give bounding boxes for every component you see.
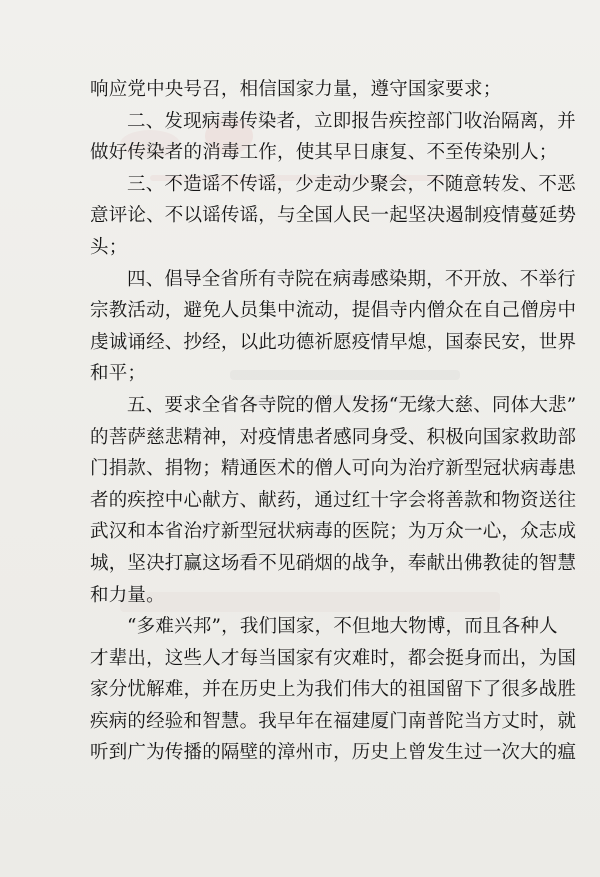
- text-line: 城，坚决打赢这场看不见硝烟的战争，奉献出佛教徒的智慧: [90, 552, 577, 574]
- paragraph-line: 五、要求全省各寺院的僧人发扬“无缘大慈、同体大悲”: [127, 394, 577, 416]
- paragraph-line: 三、不造谣不传谣，少走动少聚会，不随意转发、不恶: [127, 173, 576, 195]
- text-line: 虔诚诵经、抄经，以此功德祈愿疫情早熄，国泰民安，世界: [90, 331, 577, 353]
- text-line: 疾病的经验和智慧。我早年在福建厦门南普陀当方丈时，就: [90, 710, 577, 732]
- paragraph-line: 四、倡导全省所有寺院在病毒感染期，不开放、不举行: [127, 268, 576, 290]
- text-line: 意评论、不以谣传谣，与全国人民一起坚决遏制疫情蔓延势: [90, 205, 577, 227]
- text-line: 的菩萨慈悲精神，对疫情患者感同身受、积极向国家救助部: [90, 426, 577, 448]
- paragraph-line: 二、发现病毒传染者，立即报告疾控部门收治隔离，并: [127, 110, 576, 132]
- text-line: 才辈出，这些人才每当国家有灾难时，都会挺身而出，为国: [90, 647, 577, 669]
- text-line: 和力量。: [90, 584, 165, 606]
- text-line: 响应党中央号召，相信国家力量，遵守国家要求；: [90, 79, 502, 100]
- document-body: [90, 74, 577, 769]
- paragraph-line: “多难兴邦”，我们国家，不但地大物博，而且各种人: [127, 616, 558, 638]
- text-line: 门捐款、捐物；精通医术的僧人可向为治疗新型冠状病毒患: [90, 458, 577, 480]
- text-line: 家分忧解难，并在历史上为我们伟大的祖国留下了很多战胜: [90, 679, 577, 701]
- text-line: 武汉和本省治疗新型冠状病毒的医院；为万众一心，众志成: [90, 521, 577, 543]
- text-line: 听到广为传播的隔壁的漳州市，历史上曾发生过一次大的瘟: [90, 742, 577, 764]
- text-line: 宗教活动，避免人员集中流动，提倡寺内僧众在自己僧房中: [90, 300, 577, 322]
- text-line: 做好传染者的消毒工作，使其早日康复、不至传染别人；: [90, 142, 558, 164]
- text-line: 和平；: [90, 363, 147, 385]
- text-line: 头；: [90, 236, 128, 258]
- text-line: 者的疾控中心献方、献药，通过红十字会将善款和物资送往: [90, 489, 577, 511]
